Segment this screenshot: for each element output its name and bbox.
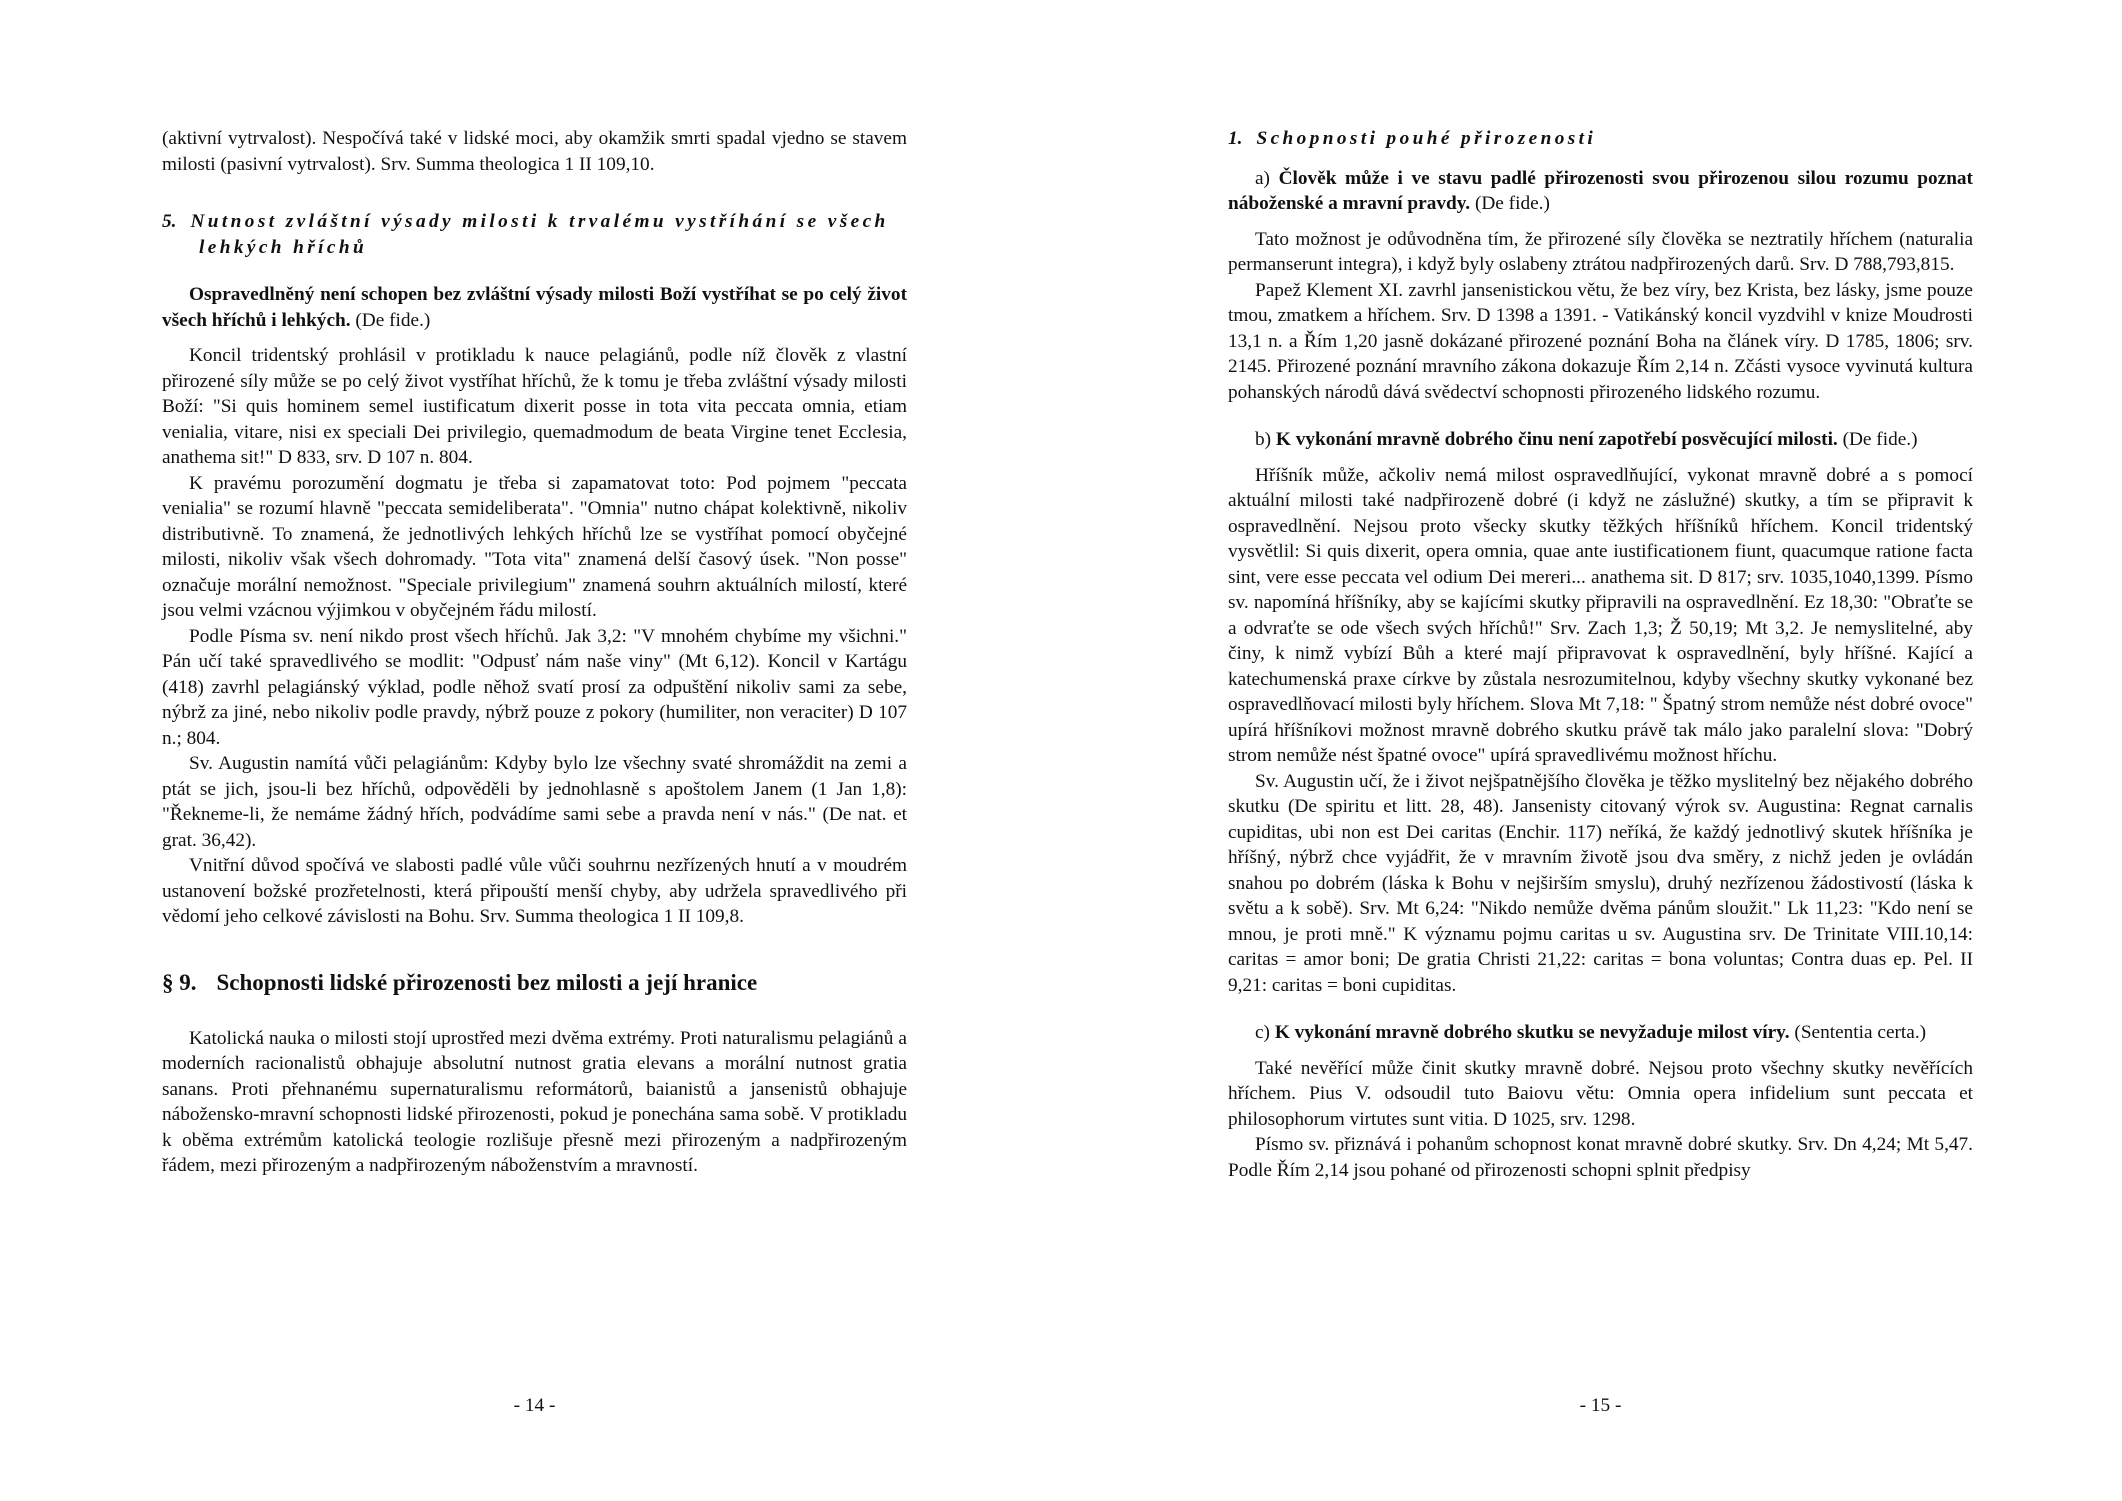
thesis-note: (De fide.) (350, 309, 431, 331)
paragraph: Také nevěřící může činit skutky mravně dobré. Nejsou proto všechny skutky nevěřících hříchem. Pius V. odsoudil tuto Baiovu větu: Omnia opera infidelium sunt peccata et philosophorum virtutes sunt vitia. D 1025, srv. 1298. (1228, 1057, 1973, 1130)
section-title: Schopnosti lidské přirozenosti bez milosti a její hranice (216, 969, 758, 995)
thesis-b-note: (De fide.) (1837, 429, 1918, 450)
paragraph: Sv. Augustin namítá vůči pelagiánům: Kdyby bylo lze všechny svaté shromáždit na zemi a ptát se jich, jsou-li bez hříchů, odpověděli by jednohlasně s apoštolem Janem (1 Jan 1,8): "Řekneme-li, že nemáme žádný hřích, podvádíme sami sebe a pravda není v nás." (De nat. et grat. 36,42). (162, 753, 907, 851)
paragraph: Sv. Augustin učí, že i život nejšpatnějšího člověka je těžko myslitelný bez nějakého dobrého skutku (De spiritu et litt. 28, 48). Jansenisty citovaný výrok sv. Augustina: Regnat carnalis cupiditas, ubi non est Dei caritas (Enchir. 117) neříká, že každý jednotlivý skutek hříšníka je hříšný, nýbrž chce vyjádřit, že v mravním životě jsou dva směry, z nichž jeden je ovládán snahou po dobrém (láska k Bohu v nejširším smyslu), druhý nezřízenou žádostivostí (láska k světu a k sobě). Srv. Mt 6,24: "Nikdo nemůže dvěma pánům sloužit." Lk 11,23: "Kdo není se mnou, je proti mně." K významu pojmu caritas u sv. Augustina srv. De Trinitate VIII.10,14: caritas = amor boni; De gratia Christi 21,22: caritas = bona voluntas; Contra duas ep. Pel. II 9,21: caritas = boni cupiditas. (1228, 770, 1973, 996)
left-page (162, 126, 907, 1179)
thesis-a (1228, 166, 1973, 217)
paragraph: K pravému porozumění dogmatu je třeba si zapamatovat toto: Pod pojmem "peccata venialia" se rozumí hlavně "peccata semideliberata". "Omnia" nutno chápat kolektivně, nikoliv distributivně. To znamená, že jednotlivých lehkých hříchů lze se vystříhat pomocí obyčejné milosti, nikoliv však všech dohromady. "Tota vita" znamená delší časový úsek. "Non posse" označuje morální nemožnost. "Speciale privilegium" znamená souhrn aktuálních milostí, které jsou velmi vzácnou výjimkou v obyčejném řádu milostí. (162, 472, 907, 621)
paragraph: Koncil tridentský prohlásil v protikladu k nauce pelagiánů, podle níž člověk z vlastní přirozené síly může se po celý život vystříhat hříchů, že k tomu je třeba zvláštní výsady milosti Boží: "Si quis hominem semel iustificatum dixerit posse in tota vita peccata omnia, etiam venialia, vitare, nisi ex speciali Dei privilegio, quemadmodum de beata Virgine tenet Ecclesia, anathema sit!" D 833, srv. D 107 n. 804. (162, 345, 907, 468)
thesis-c-note: (Sententia certa.) (1789, 1022, 1927, 1043)
subsection-title: Nutnost zvláštní výsady milosti k trvalému vystříhání se všech lehkých hříchů (190, 211, 889, 258)
paragraph: Katolická nauka o milosti stojí uprostřed mezi dvěma extrémy. Proti naturalismu pelagiánů a moderních racionalistů obhajuje absolutní nutnost gratia elevans a morální nutnost gratia sanans. Proti přehnanému supernaturalismu reformátorů, baianistů a jansenistů obhajuje nábožensko-mravní schopnosti lidské přirozenosti, pokud je ponechána sama sobě. V protikladu k oběma extrémům katolická teologie rozlišuje přesně mezi přirozeným a nadpřirozeným řádem, mezi přirozeným a nadpřirozeným náboženstvím a mravností. (162, 1027, 907, 1176)
thesis-c-statement: K vykonání mravně dobrého skutku se nevyžaduje milost víry. (1274, 1022, 1790, 1043)
paragraph: Papež Klement XI. zavrhl jansenistickou větu, že bez víry, bez Krista, bez lásky, jsme pouze tmou, zmatkem a hříchem. Srv. D 1398 a 1391. - Vatikánský koncil vyzdvihl v knize Moudrosti 13,1 n. a Řím 1,20 jasně dokázané přirozené poznání Boha na článek víry. D 1785, 1806; srv. 2145. Přirozené poznání mravního zákona dokazuje Řím 2,14 n. Zčásti vysoce vyvinutá kultura pohanských národů dává svědectví schopnosti přirozeného lidského rozumu. (1228, 279, 1973, 403)
subsection-heading-1 (1228, 126, 1973, 152)
thesis-a-note: (De fide.) (1470, 193, 1550, 214)
thesis-b-label: b) (1255, 429, 1276, 450)
thesis-statement: Ospravedlněný není schopen bez zvláštní výsady milosti Boží vystříhat se po celý život všech hříchů i lehkých. (162, 284, 907, 331)
thesis-c-label: c) (1255, 1022, 1275, 1043)
paragraph: Hříšník může, ačkoliv nemá milost ospravedlňující, vykonat mravně dobré a s pomocí aktuální milosti také nadpřirozeně dobré (i když ne záslužné) skutky, a tím se připravit k ospravedlnění. Nejsou proto všecky skutky těžkých hříšníků hříchem. Koncil tridentský vysvětlil: Si quis dixerit, opera omnia, quae ante iustificationem fiunt, quacumque ratione facta sint, vere esse peccata vel odium Dei mereri... anathema sit. D 817; srv. 1035,1040,1399. Písmo sv. napomíná hříšníky, aby se kajícími skutky připravili na ospravedlnění. Ez 18,30: "Obraťte se a odvraťte se ode všech svých hříchů!" Srv. Zach 1,3; Ž 50,19; Mt 3,2. Je nemyslitelné, aby činy, k nimž vybízí Bůh a které mají připravovat k ospravedlnění, byly hříšné. Kající a katechumenská praxe církve by zůstala nesrozumitelnou, kdyby všechny skutky vykonané bez ospravedlňovací milosti byly hříchem. Slova Mt 7,18: " Špatný strom nemůže nést dobré ovoce" upírá hříšníkovi možnost mravně dobrého skutku právě tak málo jako paralelní slova: "Dobrý strom nemůže nést špatné ovoce" upírá spravedlivému možnost hříchu. (1228, 464, 1973, 766)
subsection-number: 1. (1228, 128, 1243, 149)
subsection-title: Schopnosti pouhé přirozenosti (1256, 128, 1597, 149)
thesis-a-label: a) (1255, 167, 1279, 189)
subsection-heading-5 (162, 209, 907, 260)
right-page (1228, 126, 1973, 1183)
section-heading (162, 968, 907, 998)
thesis-b (1228, 427, 1973, 453)
paragraph: Podle Písma sv. není nikdo prost všech hříchů. Jak 3,2: "V mnohém chybíme my všichni." Pán učí také spravedlivého se modlit: "Odpusť nám naše viny" (Mt 6,12). Koncil v Kartágu (418) zavrhl pelagiánský výklad, podle něhož svatí prosí za odpuštění nikoliv sami za sebe, nýbrž za jiné, nebo nikoliv podle pravdy, nýbrž pouze z pokory (humiliter, non veraciter) D 107 n.; 804. (162, 625, 907, 749)
thesis-a-statement: Člověk může i ve stavu padlé přirozenosti svou přirozenou silou rozumu poznat náboženské a mravní pravdy. (1228, 167, 1973, 214)
paragraph: Písmo sv. přiznává i pohanům schopnost konat mravně dobré skutky. Srv. Dn 4,24; Mt 5,47. Podle Řím 2,14 jsou pohané od přirozenosti schopni splnit předpisy (1228, 1134, 1973, 1181)
paragraph: Tato možnost je odůvodněna tím, že přirozené síly člověka se neztratily hříchem (naturalia permanserunt integra), i když byly oslabeny ztrátou nadpřirozených darů. Srv. D 788,793,815. (1228, 228, 1973, 275)
page-number-left: - 14 - (513, 1395, 556, 1416)
thesis-c (1228, 1020, 1973, 1046)
subsection-number: 5. (162, 211, 177, 232)
page-number-right: - 15 - (1579, 1395, 1622, 1416)
thesis-b-statement: K vykonání mravně dobrého činu není zapotřebí posvěcující milosti. (1275, 429, 1838, 450)
continuation-paragraph: (aktivní vytrvalost). Nespočívá také v lidské moci, aby okamžik smrti spadal vjedno se stavem milosti (pasivní vytrvalost). Srv. Summa theologica 1 II 109,10. (162, 128, 907, 175)
section-number: § 9. (162, 969, 197, 995)
paragraph: Vnitřní důvod spočívá ve slabosti padlé vůle vůči souhrnu nezřízených hnutí a v moudrém ustanovení božské prozřetelnosti, která připouští menší chyby, aby udržela spravedlivého při vědomí jeho celkové závislosti na Bohu. Srv. Summa theologica 1 II 109,8. (162, 855, 907, 927)
thesis-paragraph (162, 282, 907, 333)
